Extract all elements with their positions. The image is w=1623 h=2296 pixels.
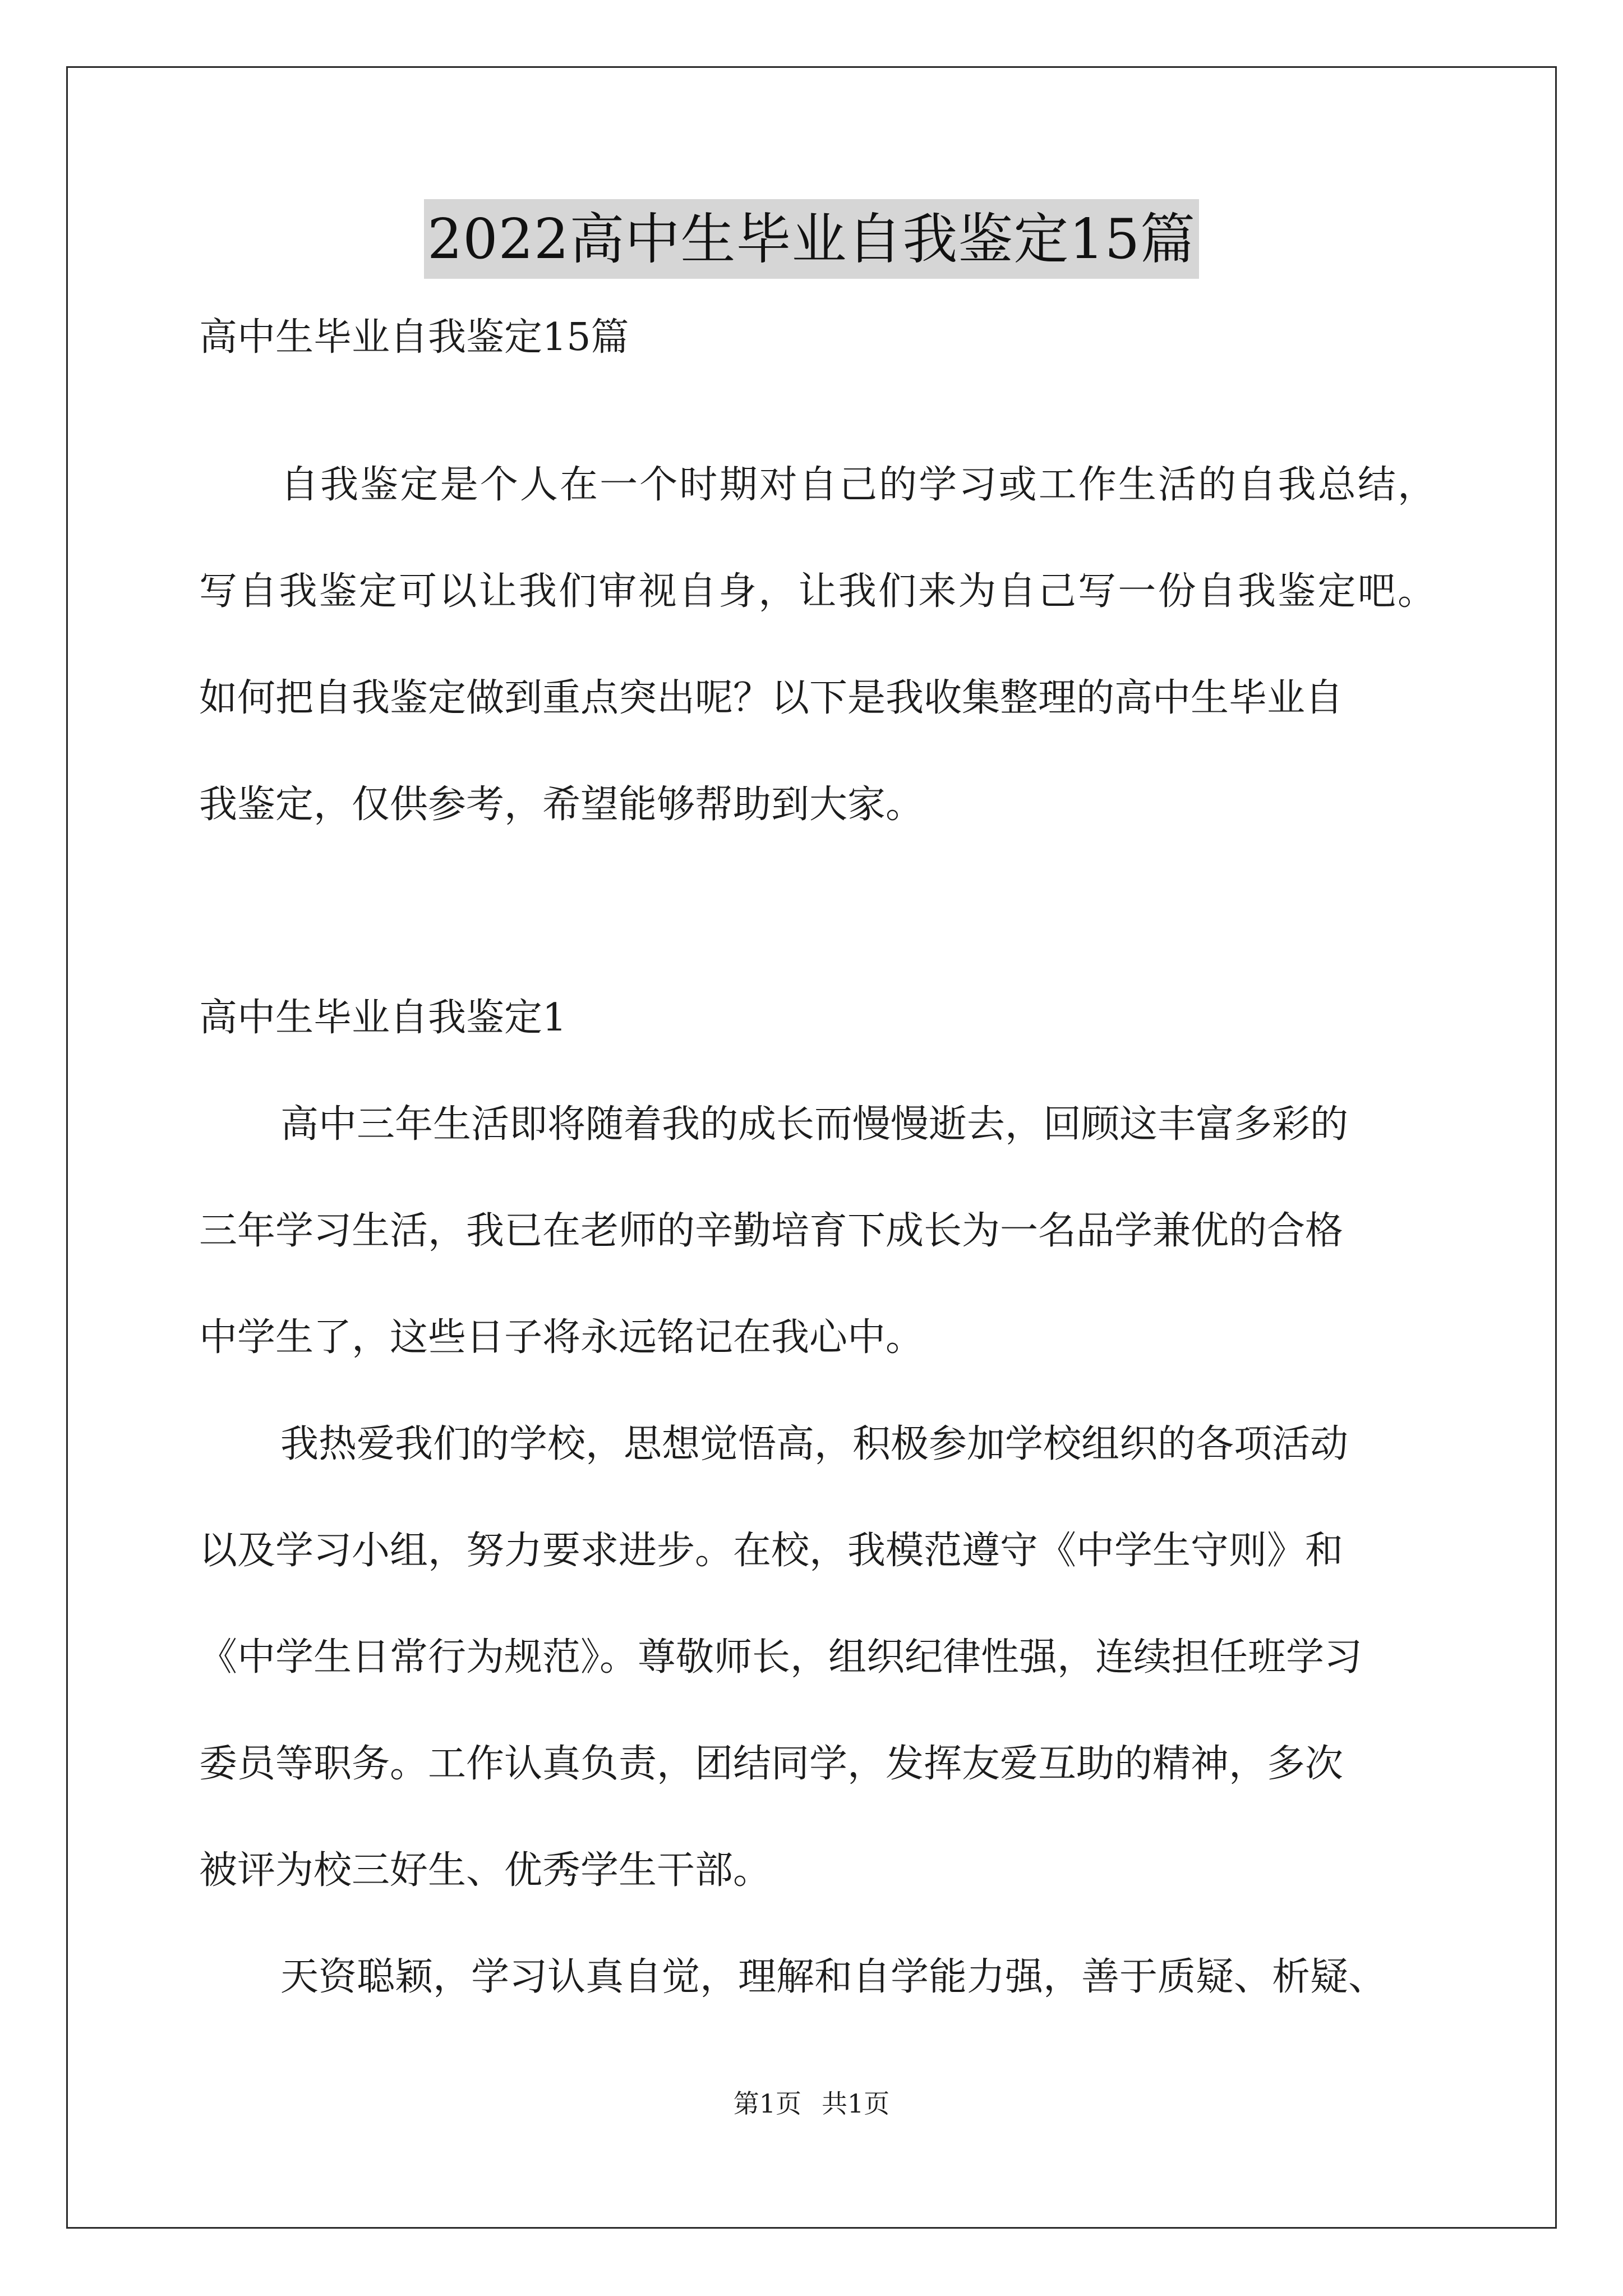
body-line-7: 委员等职务。工作认真负责，团结同学，发挥友爱互助的精神，多次 xyxy=(199,1742,1344,1786)
page-border xyxy=(66,66,1557,2229)
page-number: 第1页 xyxy=(733,2088,801,2119)
body-line-4: 我热爱我们的学校，思想觉悟高，积极参加学校组织的各项活动 xyxy=(280,1422,1349,1466)
intro-line-2: 写自我鉴定可以让我们审视自身，让我们来为自己写一份自我鉴定吧。 xyxy=(199,569,1436,614)
intro-line-4: 我鉴定，仅供参考，希望能够帮助到大家。 xyxy=(199,783,924,827)
body-line-1: 高中三年生活即将随着我的成长而慢慢逝去，回顾这丰富多彩的 xyxy=(280,1102,1349,1147)
title-container xyxy=(0,199,1623,279)
intro-line-1: 自我鉴定是个人在一个时期对自己的学习或工作生活的自我总结， xyxy=(280,463,1436,507)
body-line-8: 被评为校三好生、优秀学生干部。 xyxy=(199,1848,772,1893)
body-line-9: 天资聪颖，学习认真自觉，理解和自学能力强，善于质疑、析疑、 xyxy=(280,1955,1387,1999)
document-title: 2022高中生毕业自我鉴定15篇 xyxy=(424,199,1199,279)
body-line-5: 以及学习小组，努力要求进步。在校，我模范遵守《中学生守则》和 xyxy=(199,1529,1344,1573)
body-line-2: 三年学习生活，我已在老师的辛勤培育下成长为一名品学兼优的合格 xyxy=(199,1209,1344,1253)
body-line-3: 中学生了，这些日子将永远铭记在我心中。 xyxy=(199,1315,924,1360)
body-line-6: 《中学生日常行为规范》。尊敬师长，组织纪律性强，连续担任班学习 xyxy=(199,1635,1363,1680)
document-subtitle: 高中生毕业自我鉴定15篇 xyxy=(199,315,629,360)
page-total: 共1页 xyxy=(822,2088,890,2119)
page-footer xyxy=(0,2088,1623,2119)
section-heading: 高中生毕业自我鉴定1 xyxy=(199,996,567,1040)
intro-line-3: 如何把自我鉴定做到重点突出呢？以下是我收集整理的高中生毕业自 xyxy=(199,676,1344,720)
